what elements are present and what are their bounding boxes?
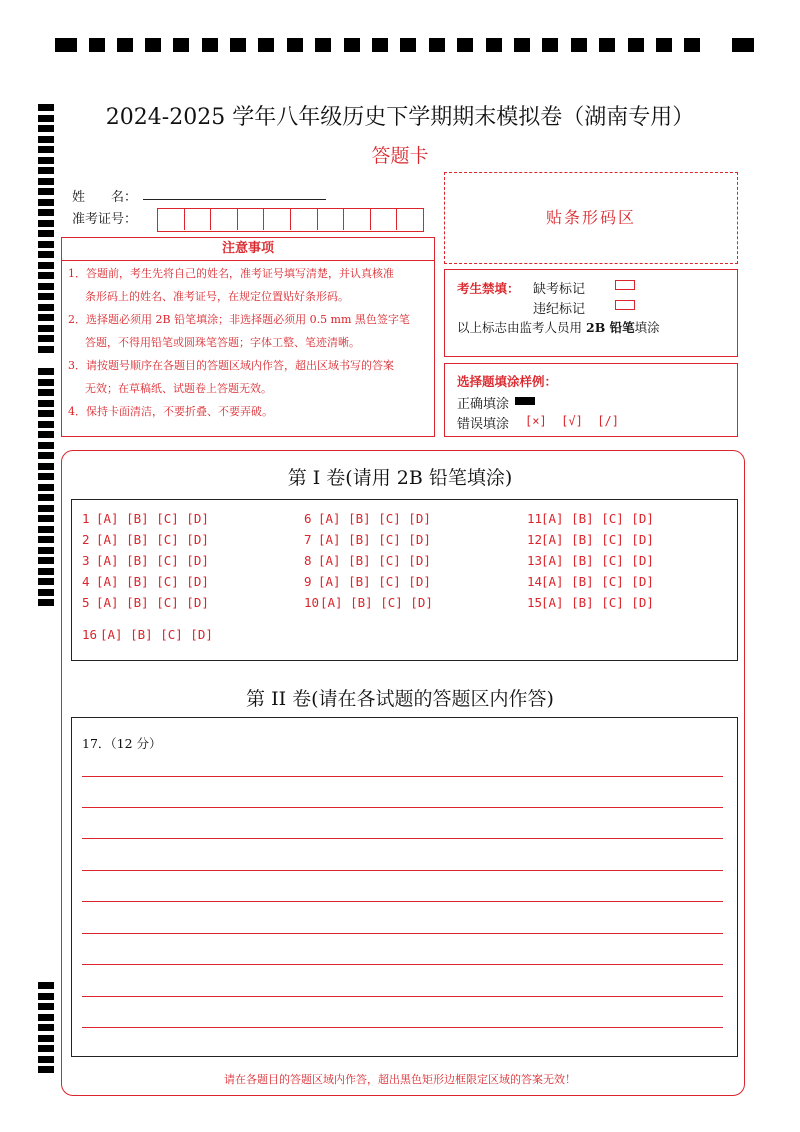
q17-answer-area[interactable]	[71, 717, 738, 1057]
timing-mark	[287, 38, 303, 52]
timing-mark	[38, 442, 54, 449]
timing-mark	[38, 993, 54, 1000]
timing-mark	[38, 578, 54, 585]
timing-mark	[599, 38, 615, 52]
prohibited-note-bold: 2B 铅笔	[586, 320, 635, 335]
exam-id-digit-box[interactable]	[291, 209, 318, 230]
timing-mark	[732, 38, 754, 52]
notes-line: 4．保持卡面清洁，不要折叠、不要弄破。	[68, 405, 273, 418]
timing-mark	[38, 251, 54, 258]
section1-title: 第 I 卷(请用 2B 铅笔填涂)	[287, 467, 513, 489]
timing-mark	[38, 536, 54, 543]
timing-mark	[38, 325, 54, 332]
timing-mark	[38, 262, 54, 269]
timing-mark	[38, 410, 54, 417]
timing-mark	[38, 431, 54, 438]
violation-mark-label: 违纪标记	[533, 302, 586, 317]
card-subtitle: 答题卡	[371, 145, 429, 167]
notes-box	[61, 237, 435, 437]
choice-question[interactable]	[527, 550, 654, 569]
question-number: 13	[527, 553, 543, 568]
choice-question[interactable]	[82, 529, 209, 548]
answer-options[interactable]: [A] [B] [C] [D]	[100, 626, 213, 642]
notes-line: 条形码上的姓名、准考证号，在规定位置贴好条形码。	[85, 290, 349, 303]
page-title: 2024-2025 学年八年级历史下学期期末模拟卷（湖南专用）	[105, 105, 695, 130]
choice-question[interactable]	[82, 624, 213, 643]
fill-sample-box	[444, 363, 738, 437]
exam-id-digit-box[interactable]	[158, 209, 185, 230]
question-number: 3	[82, 553, 90, 568]
writing-line	[82, 996, 723, 997]
question-number: 1	[82, 511, 90, 526]
wrong-fill-label: 错误填涂	[457, 417, 510, 432]
timing-mark	[38, 400, 54, 407]
timing-mark	[571, 38, 587, 52]
name-label: 姓 名：	[72, 190, 138, 205]
question-number: 4	[82, 574, 90, 589]
writing-line	[82, 870, 723, 871]
writing-line	[82, 1027, 723, 1028]
choice-question[interactable]	[304, 508, 431, 527]
timing-mark	[230, 38, 246, 52]
question-number: 9	[304, 574, 312, 589]
notes-line: 1．答题前，考生先将自己的姓名，准考证号填写清楚，并认真核准	[68, 267, 394, 280]
timing-mark	[38, 188, 54, 195]
timing-mark	[315, 38, 331, 52]
left-timing-marks-bottom	[38, 982, 54, 1077]
answer-options[interactable]: [A] [B] [C] [D]	[96, 553, 209, 568]
choice-question[interactable]	[527, 529, 654, 548]
timing-mark	[38, 220, 54, 227]
timing-mark	[38, 452, 54, 459]
answer-options[interactable]: [A] [B] [C] [D]	[96, 574, 209, 589]
writing-line	[82, 964, 723, 965]
answer-options[interactable]: [A] [B] [C] [D]	[318, 574, 431, 589]
q17-label: 17．（12 分）	[82, 736, 162, 751]
timing-mark	[514, 38, 530, 52]
wrong-fill-samples: [×] [√] [/]	[525, 414, 619, 428]
writing-line	[82, 901, 723, 902]
timing-mark	[173, 38, 189, 52]
fill-sample-title: 选择题填涂样例：	[457, 374, 558, 389]
exam-id-digit-box[interactable]	[264, 209, 291, 230]
answer-options[interactable]: [A] [B] [C] [D]	[320, 595, 433, 610]
answer-options[interactable]: [A] [B] [C] [D]	[96, 511, 209, 526]
exam-id-digit-box[interactable]	[185, 209, 212, 230]
timing-mark	[38, 589, 54, 596]
answer-options[interactable]: [A] [B] [C] [D]	[541, 553, 654, 568]
timing-mark	[38, 293, 54, 300]
prohibited-note-suffix: 填涂	[634, 320, 660, 335]
notes-line: 答题，不得用铅笔或圆珠笔答题；字体工整、笔迹清晰。	[85, 336, 360, 349]
timing-mark	[89, 38, 105, 52]
question-number: 7	[304, 532, 312, 547]
exam-id-digit-box[interactable]	[371, 209, 398, 230]
answer-options[interactable]: [A] [B] [C] [D]	[318, 532, 431, 547]
answer-options[interactable]: [A] [B] [C] [D]	[541, 574, 654, 589]
timing-mark	[400, 38, 416, 52]
timing-mark	[684, 38, 700, 52]
timing-mark	[38, 304, 54, 311]
choice-question[interactable]	[82, 571, 209, 590]
timing-mark	[38, 209, 54, 216]
exam-id-boxes[interactable]	[157, 208, 424, 232]
exam-id-digit-box[interactable]	[238, 209, 265, 230]
exam-id-digit-box[interactable]	[211, 209, 238, 230]
answer-options[interactable]: [A] [B] [C] [D]	[541, 511, 654, 526]
timing-mark	[38, 557, 54, 564]
timing-mark	[656, 38, 672, 52]
question-number: 6	[304, 511, 312, 526]
violation-mark-box[interactable]	[615, 300, 635, 310]
timing-mark	[429, 38, 445, 52]
writing-line	[82, 933, 723, 934]
timing-mark	[202, 38, 218, 52]
question-number: 5	[82, 595, 90, 610]
question-number: 10	[304, 595, 320, 610]
answer-options[interactable]: [A] [B] [C] [D]	[96, 532, 209, 547]
timing-mark	[38, 314, 54, 321]
answer-options[interactable]: [A] [B] [C] [D]	[318, 553, 431, 568]
footer-warning: 请在各题目的答题区域内作答，超出黑色矩形边框限定区域的答案无效！	[224, 1073, 576, 1086]
choice-question[interactable]	[82, 550, 209, 569]
timing-mark	[38, 241, 54, 248]
timing-mark	[38, 230, 54, 237]
notes-line: 2．选择题必须用 2B 铅笔填涂；非选择题必须用 0.5 mm 黑色签字笔	[68, 313, 410, 326]
timing-mark	[145, 38, 161, 52]
exam-id-digit-box[interactable]	[318, 209, 345, 230]
timing-mark	[38, 389, 54, 396]
answer-options[interactable]: [A] [B] [C] [D]	[318, 511, 431, 526]
prohibited-box	[444, 269, 738, 357]
choice-question[interactable]	[304, 571, 431, 590]
choice-question[interactable]	[527, 592, 654, 611]
correct-fill-sample	[515, 397, 535, 405]
timing-mark	[38, 547, 54, 554]
notes-line: 3．请按题号顺序在各题目的答题区域内作答，超出区域书写的答案	[68, 359, 394, 372]
top-timing-marks	[55, 38, 755, 52]
timing-mark	[38, 199, 54, 206]
timing-mark	[38, 1056, 54, 1063]
notes-line: 无效；在草稿纸、试题卷上答题无效。	[85, 382, 272, 395]
choice-question[interactable]	[304, 550, 431, 569]
timing-mark	[38, 494, 54, 501]
timing-mark	[38, 982, 54, 989]
question-number: 2	[82, 532, 90, 547]
timing-mark	[38, 568, 54, 575]
timing-mark	[457, 38, 473, 52]
timing-mark	[344, 38, 360, 52]
timing-mark	[38, 1014, 54, 1021]
timing-mark	[38, 283, 54, 290]
timing-mark	[117, 38, 133, 52]
timing-mark	[372, 38, 388, 52]
question-number: 8	[304, 553, 312, 568]
question-number: 12	[527, 532, 543, 547]
timing-mark	[38, 1035, 54, 1042]
timing-mark	[38, 379, 54, 386]
barcode-area	[444, 172, 738, 264]
timing-mark	[38, 335, 54, 342]
timing-mark	[542, 38, 558, 52]
correct-fill-label: 正确填涂	[457, 397, 510, 412]
timing-mark	[38, 167, 54, 174]
timing-mark	[38, 1045, 54, 1052]
name-input-line[interactable]	[143, 199, 326, 200]
prohibited-note	[457, 318, 660, 336]
timing-mark	[628, 38, 644, 52]
timing-mark	[258, 38, 274, 52]
timing-mark	[38, 505, 54, 512]
choice-question[interactable]	[82, 508, 209, 527]
timing-mark	[38, 346, 54, 353]
absent-mark-box[interactable]	[615, 280, 635, 290]
question-number: 14	[527, 574, 543, 589]
writing-line	[82, 776, 723, 777]
timing-mark	[38, 1024, 54, 1031]
question-number: 15	[527, 595, 543, 610]
absent-mark-label: 缺考标记	[533, 282, 586, 297]
timing-mark	[38, 178, 54, 185]
timing-mark	[486, 38, 502, 52]
choice-question[interactable]	[304, 529, 431, 548]
timing-mark	[38, 421, 54, 428]
answer-options[interactable]: [A] [B] [C] [D]	[541, 532, 654, 547]
timing-mark	[38, 368, 54, 375]
choice-question[interactable]	[304, 592, 433, 611]
writing-line	[82, 838, 723, 839]
question-number: 16	[82, 626, 98, 642]
barcode-area-label: 贴条形码区	[545, 208, 636, 227]
prohibited-title: 考生禁填：	[457, 281, 520, 296]
timing-mark	[38, 1003, 54, 1010]
exam-id-label: 准考证号：	[72, 212, 138, 227]
timing-mark	[55, 38, 77, 52]
timing-mark	[38, 272, 54, 279]
answer-options[interactable]: [A] [B] [C] [D]	[541, 595, 654, 610]
writing-line	[82, 807, 723, 808]
timing-mark	[38, 526, 54, 533]
exam-id-digit-box[interactable]	[344, 209, 371, 230]
question-number: 11	[527, 511, 543, 526]
section2-title: 第 II 卷(请在各试题的答题区内作答)	[246, 688, 554, 710]
answer-options[interactable]: [A] [B] [C] [D]	[96, 595, 209, 610]
choice-question[interactable]	[527, 508, 654, 527]
prohibited-note-prefix: 以上标志由监考人员用	[457, 320, 583, 335]
choice-area	[71, 499, 738, 661]
choice-question[interactable]	[82, 592, 209, 611]
choice-question[interactable]	[527, 571, 654, 590]
timing-mark	[38, 515, 54, 522]
notes-title: 注意事项	[62, 238, 434, 261]
timing-mark	[38, 599, 54, 606]
